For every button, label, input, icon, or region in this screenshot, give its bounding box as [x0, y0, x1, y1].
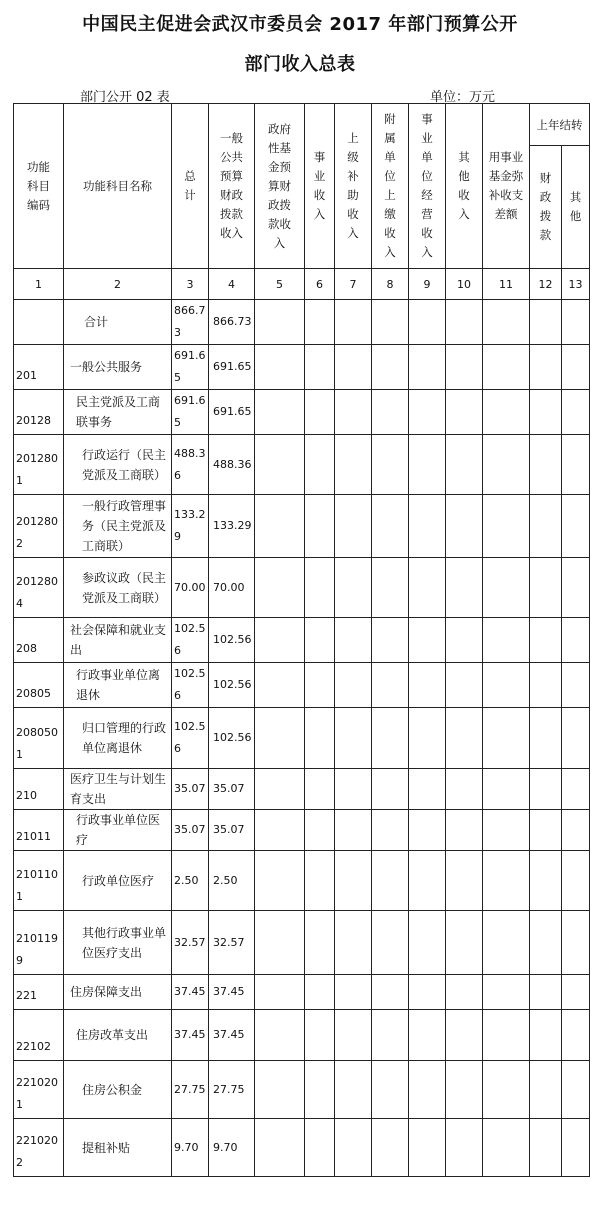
- cell-empty: [446, 1061, 483, 1119]
- cell-empty: [409, 1010, 446, 1061]
- table-row: [14, 558, 590, 618]
- table-reference: 部门公开 02 表: [80, 90, 170, 105]
- cell-empty: [305, 300, 335, 345]
- cell-general-budget: 35.07: [209, 769, 255, 810]
- cell-empty: [483, 975, 530, 1010]
- cell-empty: [305, 851, 335, 911]
- cell-empty: [409, 1119, 446, 1177]
- cell-empty: [530, 435, 562, 495]
- cell-empty: [446, 618, 483, 663]
- column-number-row: [14, 269, 590, 300]
- cell-empty: [530, 1010, 562, 1061]
- cell-empty: [335, 390, 372, 435]
- cell-empty: [372, 810, 409, 851]
- cell-name: 参政议政（民主党派及工商联）: [64, 558, 172, 618]
- cell-empty: [255, 345, 305, 390]
- cell-general-budget: 488.36: [209, 435, 255, 495]
- cell-code: 21011: [14, 810, 64, 851]
- cell-general-budget: 37.45: [209, 975, 255, 1010]
- cell-empty: [530, 975, 562, 1010]
- cell-general-budget: 70.00: [209, 558, 255, 618]
- cell-empty: [372, 975, 409, 1010]
- cell-general-budget: 2.50: [209, 851, 255, 911]
- cell-code: 20805: [14, 663, 64, 708]
- cell-empty: [530, 663, 562, 708]
- cell-empty: [530, 1119, 562, 1177]
- cell-general-budget: 102.56: [209, 708, 255, 769]
- cell-name: 行政运行（民主党派及工商联）: [64, 435, 172, 495]
- table-row: [14, 495, 590, 558]
- cell-code: 2101101: [14, 851, 64, 911]
- cell-total: 37.45: [172, 975, 209, 1010]
- cell-code: 2012802: [14, 495, 64, 558]
- cell-empty: [255, 975, 305, 1010]
- cell-empty: [372, 1061, 409, 1119]
- header-name: 功能科目名称: [64, 104, 172, 269]
- report-title-line1: 中国民主促进会武汉市委员会 2017 年部门预算公开: [82, 14, 518, 35]
- cell-empty: [255, 851, 305, 911]
- cell-empty: [372, 708, 409, 769]
- header-business-operation: 事业单位经营收入: [409, 104, 446, 269]
- cell-empty: [335, 975, 372, 1010]
- column-number: 12: [530, 269, 562, 300]
- cell-empty: [483, 558, 530, 618]
- cell-empty: [335, 911, 372, 975]
- cell-code: 2101199: [14, 911, 64, 975]
- cell-total: 2.50: [172, 851, 209, 911]
- header-business-income: 事业收入: [305, 104, 335, 269]
- cell-empty: [372, 390, 409, 435]
- cell-empty: [446, 975, 483, 1010]
- cell-name: 一般行政管理事务（民主党派及工商联）: [64, 495, 172, 558]
- cell-empty: [255, 1061, 305, 1119]
- cell-empty: [562, 975, 590, 1010]
- cell-empty: [409, 851, 446, 911]
- cell-empty: [335, 558, 372, 618]
- column-number: 3: [172, 269, 209, 300]
- cell-empty: [562, 618, 590, 663]
- table-row: [14, 435, 590, 495]
- cell-name: 住房公积金: [64, 1061, 172, 1119]
- cell-empty: [483, 1061, 530, 1119]
- header-carryover-fiscal: 财政拨款: [530, 146, 562, 269]
- cell-empty: [530, 810, 562, 851]
- cell-empty: [372, 345, 409, 390]
- cell-empty: [305, 345, 335, 390]
- header-gov-fund: 政府性基金预算财政拨款收入: [255, 104, 305, 269]
- cell-empty: [255, 618, 305, 663]
- cell-empty: [305, 390, 335, 435]
- cell-name: 医疗卫生与计划生育支出: [64, 769, 172, 810]
- table-row: [14, 810, 590, 851]
- cell-empty: [255, 1119, 305, 1177]
- cell-total: 35.07: [172, 769, 209, 810]
- cell-empty: [483, 345, 530, 390]
- cell-empty: [335, 851, 372, 911]
- cell-empty: [255, 558, 305, 618]
- cell-empty: [255, 390, 305, 435]
- cell-empty: [562, 1010, 590, 1061]
- cell-empty: [530, 345, 562, 390]
- table-row: [14, 618, 590, 663]
- cell-name: 归口管理的行政单位离退休: [64, 708, 172, 769]
- cell-empty: [335, 495, 372, 558]
- cell-empty: [372, 618, 409, 663]
- header-carryover: 上年结转: [530, 104, 590, 146]
- cell-total: 102.56: [172, 618, 209, 663]
- cell-total: 27.75: [172, 1061, 209, 1119]
- cell-empty: [305, 769, 335, 810]
- cell-empty: [255, 1010, 305, 1061]
- cell-empty: [483, 1010, 530, 1061]
- cell-empty: [483, 810, 530, 851]
- cell-empty: [530, 300, 562, 345]
- unit-label: 单位：万元: [430, 90, 496, 105]
- table-row: [14, 975, 590, 1010]
- cell-code: [14, 300, 64, 345]
- cell-empty: [305, 495, 335, 558]
- cell-empty: [562, 663, 590, 708]
- cell-code: 2080501: [14, 708, 64, 769]
- cell-empty: [446, 345, 483, 390]
- cell-empty: [562, 435, 590, 495]
- cell-empty: [562, 345, 590, 390]
- cell-total: 133.29: [172, 495, 209, 558]
- cell-empty: [562, 1061, 590, 1119]
- cell-empty: [305, 1061, 335, 1119]
- cell-empty: [483, 663, 530, 708]
- cell-empty: [305, 618, 335, 663]
- cell-empty: [562, 708, 590, 769]
- cell-code: 20128: [14, 390, 64, 435]
- column-number: 13: [562, 269, 590, 300]
- cell-empty: [305, 435, 335, 495]
- cell-empty: [372, 435, 409, 495]
- cell-empty: [562, 300, 590, 345]
- cell-code: 2012804: [14, 558, 64, 618]
- cell-empty: [530, 851, 562, 911]
- cell-empty: [335, 663, 372, 708]
- header-total: 总计: [172, 104, 209, 269]
- cell-empty: [335, 708, 372, 769]
- table-row: [14, 663, 590, 708]
- report-title-line2: 部门收入总表: [244, 54, 356, 75]
- column-number: 11: [483, 269, 530, 300]
- cell-empty: [335, 769, 372, 810]
- cell-general-budget: 691.65: [209, 345, 255, 390]
- cell-empty: [446, 390, 483, 435]
- cell-empty: [483, 618, 530, 663]
- table-row: [14, 345, 590, 390]
- income-summary-table: [13, 103, 590, 1177]
- cell-empty: [305, 558, 335, 618]
- cell-general-budget: 691.65: [209, 390, 255, 435]
- cell-empty: [483, 495, 530, 558]
- cell-empty: [483, 1119, 530, 1177]
- cell-general-budget: 102.56: [209, 618, 255, 663]
- cell-empty: [335, 1061, 372, 1119]
- cell-empty: [530, 618, 562, 663]
- cell-empty: [483, 435, 530, 495]
- cell-general-budget: 9.70: [209, 1119, 255, 1177]
- cell-empty: [562, 495, 590, 558]
- table-row: [14, 300, 590, 345]
- cell-empty: [305, 708, 335, 769]
- cell-empty: [305, 1119, 335, 1177]
- cell-empty: [483, 708, 530, 769]
- table-row: [14, 851, 590, 911]
- cell-empty: [409, 810, 446, 851]
- cell-general-budget: 35.07: [209, 810, 255, 851]
- cell-empty: [335, 1010, 372, 1061]
- cell-name: 社会保障和就业支出: [64, 618, 172, 663]
- cell-code: 208: [14, 618, 64, 663]
- cell-total: 35.07: [172, 810, 209, 851]
- column-number: 6: [305, 269, 335, 300]
- cell-empty: [446, 851, 483, 911]
- cell-empty: [562, 1119, 590, 1177]
- cell-code: 22102: [14, 1010, 64, 1061]
- cell-empty: [372, 558, 409, 618]
- column-number: 1: [14, 269, 64, 300]
- header-other-income: 其他收入: [446, 104, 483, 269]
- cell-empty: [255, 810, 305, 851]
- column-number: 7: [335, 269, 372, 300]
- cell-code: 201: [14, 345, 64, 390]
- cell-empty: [562, 558, 590, 618]
- cell-code: 2012801: [14, 435, 64, 495]
- cell-empty: [372, 663, 409, 708]
- cell-total: 866.73: [172, 300, 209, 345]
- cell-total: 691.65: [172, 345, 209, 390]
- cell-empty: [483, 769, 530, 810]
- column-number: 2: [64, 269, 172, 300]
- cell-empty: [530, 708, 562, 769]
- cell-empty: [335, 1119, 372, 1177]
- cell-empty: [335, 618, 372, 663]
- cell-empty: [255, 435, 305, 495]
- cell-name: 其他行政事业单位医疗支出: [64, 911, 172, 975]
- cell-empty: [446, 300, 483, 345]
- cell-empty: [409, 618, 446, 663]
- table-row: [14, 390, 590, 435]
- table-row: [14, 911, 590, 975]
- cell-empty: [372, 1010, 409, 1061]
- cell-code: 221: [14, 975, 64, 1010]
- cell-total: 70.00: [172, 558, 209, 618]
- cell-empty: [530, 1061, 562, 1119]
- cell-empty: [255, 708, 305, 769]
- header-affiliated-payment: 附属单位上缴收入: [372, 104, 409, 269]
- cell-name: 一般公共服务: [64, 345, 172, 390]
- cell-total: 37.45: [172, 1010, 209, 1061]
- table-row: [14, 1061, 590, 1119]
- cell-empty: [530, 911, 562, 975]
- cell-empty: [483, 300, 530, 345]
- column-number: 8: [372, 269, 409, 300]
- cell-empty: [530, 769, 562, 810]
- cell-total: 32.57: [172, 911, 209, 975]
- cell-empty: [530, 558, 562, 618]
- cell-empty: [446, 911, 483, 975]
- cell-name: 住房保障支出: [64, 975, 172, 1010]
- header-general-budget: 一般公共预算财政拨款收入: [209, 104, 255, 269]
- cell-empty: [372, 495, 409, 558]
- cell-total: 691.65: [172, 390, 209, 435]
- column-number: 9: [409, 269, 446, 300]
- cell-empty: [446, 1119, 483, 1177]
- cell-empty: [305, 1010, 335, 1061]
- cell-general-budget: 37.45: [209, 1010, 255, 1061]
- cell-empty: [446, 435, 483, 495]
- cell-empty: [562, 851, 590, 911]
- cell-empty: [409, 911, 446, 975]
- cell-empty: [409, 390, 446, 435]
- header-code: 功能科目编码: [14, 104, 64, 269]
- cell-empty: [483, 851, 530, 911]
- cell-empty: [409, 769, 446, 810]
- cell-empty: [446, 708, 483, 769]
- cell-general-budget: 866.73: [209, 300, 255, 345]
- cell-general-budget: 27.75: [209, 1061, 255, 1119]
- cell-empty: [335, 300, 372, 345]
- cell-empty: [446, 1010, 483, 1061]
- cell-empty: [372, 769, 409, 810]
- cell-empty: [409, 975, 446, 1010]
- cell-empty: [372, 851, 409, 911]
- cell-total: 102.56: [172, 663, 209, 708]
- cell-general-budget: 32.57: [209, 911, 255, 975]
- cell-empty: [483, 390, 530, 435]
- cell-code: 210: [14, 769, 64, 810]
- column-number: 5: [255, 269, 305, 300]
- cell-code: 2210202: [14, 1119, 64, 1177]
- cell-empty: [409, 558, 446, 618]
- cell-empty: [255, 300, 305, 345]
- table-row: [14, 708, 590, 769]
- cell-empty: [409, 345, 446, 390]
- cell-empty: [530, 495, 562, 558]
- cell-empty: [335, 810, 372, 851]
- cell-empty: [409, 708, 446, 769]
- cell-empty: [562, 390, 590, 435]
- header-carryover-other: 其他: [562, 146, 590, 269]
- cell-total: 102.56: [172, 708, 209, 769]
- cell-empty: [483, 911, 530, 975]
- table-row: [14, 1119, 590, 1177]
- cell-name: 住房改革支出: [64, 1010, 172, 1061]
- cell-empty: [305, 663, 335, 708]
- cell-general-budget: 133.29: [209, 495, 255, 558]
- cell-name: 行政事业单位医疗: [64, 810, 172, 851]
- cell-empty: [372, 300, 409, 345]
- cell-empty: [446, 495, 483, 558]
- cell-empty: [530, 390, 562, 435]
- table-row: [14, 769, 590, 810]
- cell-empty: [372, 911, 409, 975]
- cell-empty: [305, 911, 335, 975]
- header-fund-balance: 用事业基金弥补收支差额: [483, 104, 530, 269]
- cell-empty: [446, 663, 483, 708]
- cell-empty: [255, 663, 305, 708]
- cell-name: 行政事业单位离退休: [64, 663, 172, 708]
- cell-empty: [562, 810, 590, 851]
- cell-empty: [562, 769, 590, 810]
- cell-name: 合计: [64, 300, 172, 345]
- column-number: 4: [209, 269, 255, 300]
- column-number: 10: [446, 269, 483, 300]
- cell-general-budget: 102.56: [209, 663, 255, 708]
- cell-empty: [372, 1119, 409, 1177]
- cell-empty: [305, 975, 335, 1010]
- cell-total: 488.36: [172, 435, 209, 495]
- cell-empty: [255, 911, 305, 975]
- cell-empty: [446, 810, 483, 851]
- cell-name: 提租补贴: [64, 1119, 172, 1177]
- cell-total: 9.70: [172, 1119, 209, 1177]
- cell-empty: [335, 345, 372, 390]
- cell-empty: [335, 435, 372, 495]
- cell-empty: [562, 911, 590, 975]
- cell-empty: [255, 495, 305, 558]
- cell-empty: [409, 435, 446, 495]
- cell-empty: [255, 769, 305, 810]
- cell-name: 民主党派及工商联事务: [64, 390, 172, 435]
- cell-name: 行政单位医疗: [64, 851, 172, 911]
- header-superior-subsidy: 上级补助收入: [335, 104, 372, 269]
- cell-code: 2210201: [14, 1061, 64, 1119]
- cell-empty: [409, 495, 446, 558]
- cell-empty: [446, 769, 483, 810]
- cell-empty: [446, 558, 483, 618]
- table-row: [14, 1010, 590, 1061]
- cell-empty: [409, 300, 446, 345]
- cell-empty: [305, 810, 335, 851]
- cell-empty: [409, 663, 446, 708]
- cell-empty: [409, 1061, 446, 1119]
